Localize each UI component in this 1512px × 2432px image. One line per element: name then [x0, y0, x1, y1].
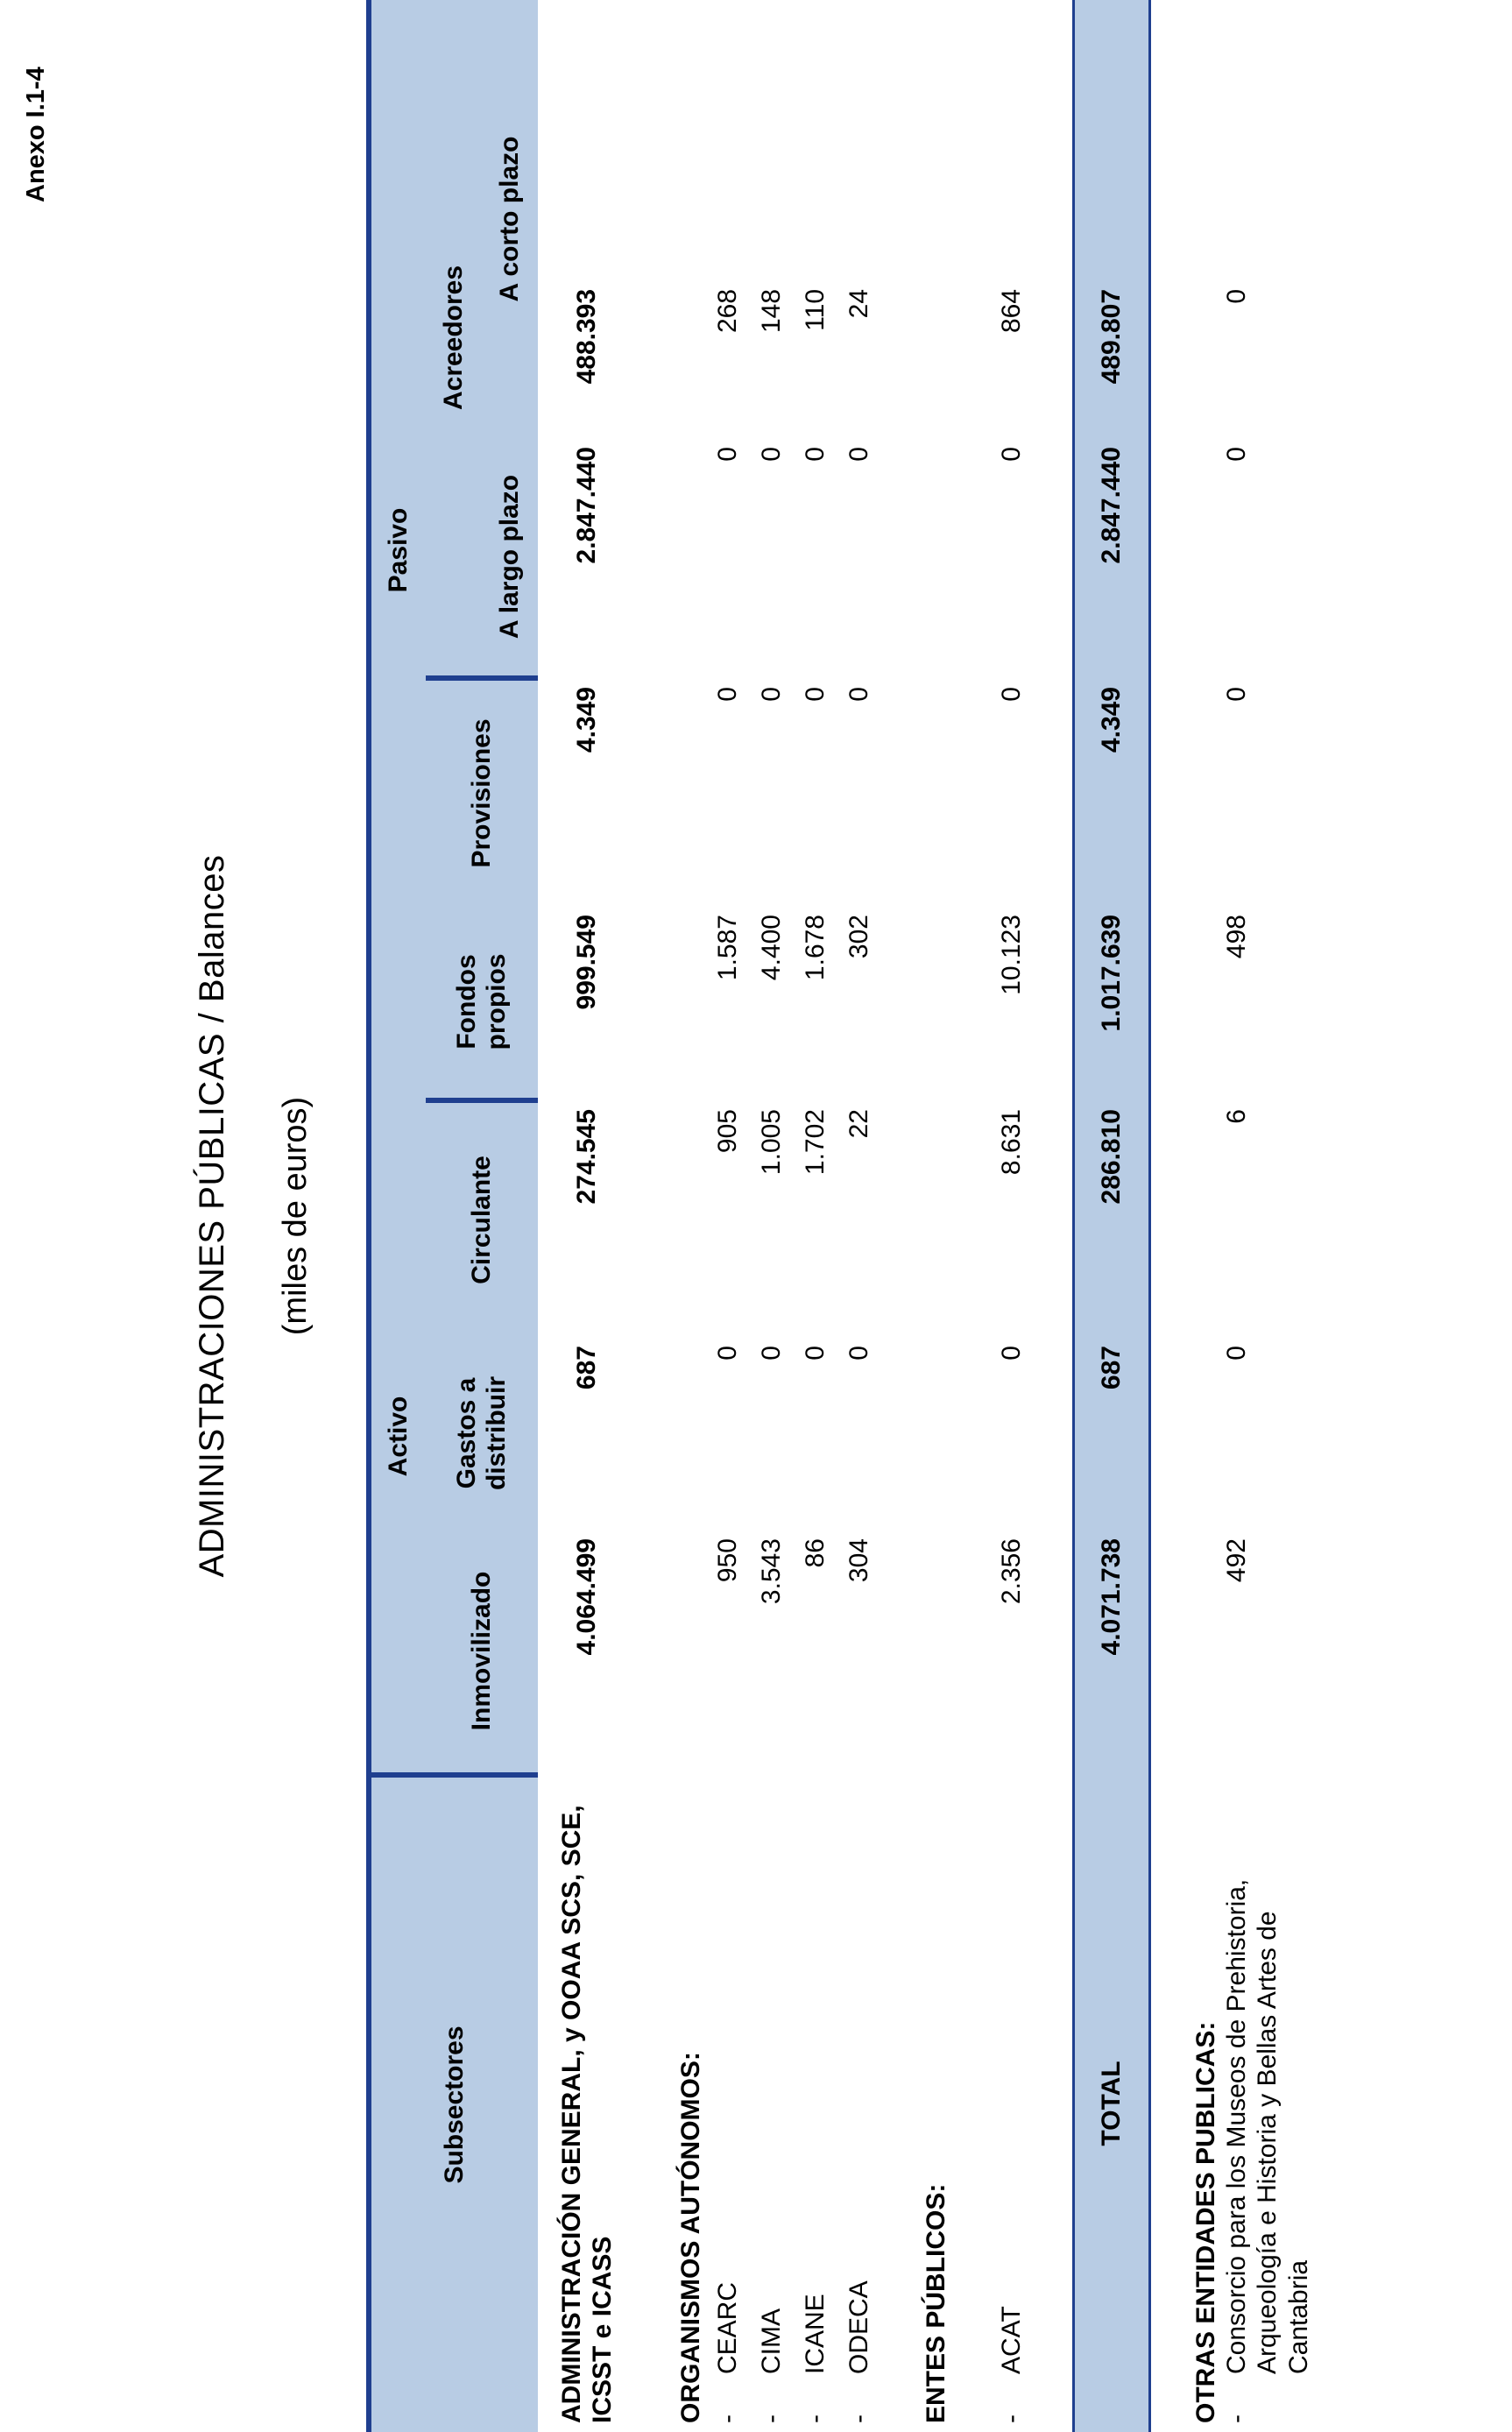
- cell-corto: 0: [1222, 288, 1251, 304]
- cell-inmovilizado: 950: [713, 1538, 742, 1583]
- row-label: Consorcio para los Museos de Prehistoria, Arqueología e Historia y Bellas Artes de Cantabria: [1222, 1878, 1313, 2374]
- row-dash: -: [997, 2414, 1026, 2423]
- row-label: ICANE: [801, 2294, 830, 2374]
- row-dash: -: [713, 2414, 742, 2423]
- table-row: [706, 0, 750, 2432]
- row-label: CEARC: [713, 2281, 742, 2374]
- cell-corto: 110: [801, 288, 830, 331]
- cell-gastos: 687: [1074, 1337, 1150, 1530]
- cell-inmovilizado: 304: [844, 1538, 873, 1583]
- cell-circulante: 8.631: [997, 1109, 1026, 1176]
- cell-fondos: 999.549: [572, 915, 601, 1010]
- cell-inmovilizado: 86: [801, 1538, 830, 1568]
- cell-gastos: 0: [997, 1346, 1026, 1361]
- cell-largo: 0: [844, 447, 873, 462]
- table-row-administracion-general: [538, 0, 636, 2432]
- cell-gastos: 0: [844, 1346, 873, 1361]
- cell-inmovilizado: 2.356: [997, 1538, 1026, 1605]
- cell-gastos: 0: [1222, 1346, 1251, 1361]
- table-row-total: [1074, 0, 1150, 2432]
- cell-inmovilizado: 4.071.738: [1074, 1530, 1150, 1775]
- row-dash: -: [801, 2414, 830, 2423]
- cell-largo: 0: [757, 447, 786, 462]
- cell-fondos: 4.400: [757, 915, 786, 981]
- cell-provisiones: 0: [844, 687, 873, 702]
- cell-circulante: 1.005: [757, 1109, 786, 1176]
- cell-provisiones: 4.349: [572, 687, 601, 753]
- cell-largo: 0: [1222, 447, 1251, 462]
- cell-circulante: 1.702: [801, 1109, 830, 1176]
- cell-provisiones: 0: [757, 687, 786, 702]
- section-header-otras: [1150, 0, 1222, 2432]
- balance-table: [366, 0, 1314, 2432]
- cell-fondos: 1.678: [801, 915, 830, 981]
- cell-provisiones: 4.349: [1074, 678, 1150, 906]
- row-label: ACAT: [997, 2306, 1026, 2374]
- cell-fondos: 302: [844, 915, 873, 959]
- cell-largo: 0: [997, 447, 1026, 462]
- cell-provisiones: 0: [801, 687, 830, 702]
- row-dash: -: [844, 2414, 873, 2423]
- cell-corto: 268: [713, 288, 742, 334]
- cell-corto: 864: [997, 288, 1026, 334]
- cell-circulante: 6: [1222, 1109, 1251, 1124]
- cell-gastos: 687: [572, 1346, 601, 1390]
- cell-gastos: 0: [713, 1346, 742, 1361]
- section-header-entes: [881, 0, 951, 2432]
- header-circulante: Circulante: [426, 1100, 538, 1337]
- row-label: ODECA: [844, 2280, 873, 2374]
- cell-corto: 24: [844, 288, 873, 319]
- table-row: [837, 0, 881, 2432]
- cell-largo: 2.847.440: [572, 447, 601, 564]
- section-title: ENTES PÚBLICOS:: [922, 2183, 950, 2423]
- header-largo-plazo: A largo plazo: [482, 438, 538, 678]
- cell-inmovilizado: 3.543: [757, 1538, 786, 1605]
- cell-circulante: 905: [713, 1109, 742, 1154]
- header-pasivo: Pasivo: [369, 0, 426, 1100]
- annex-label: Anexo I.1-4: [22, 67, 50, 202]
- header-activo: Activo: [369, 1100, 426, 1775]
- section-title: OTRAS ENTIDADES PUBLICAS:: [1191, 2021, 1220, 2423]
- row-label: TOTAL: [1074, 1775, 1150, 2432]
- table-row: [1221, 0, 1314, 2432]
- header-fondos-propios: Fondos propios: [426, 906, 538, 1100]
- header-gastos-distribuir: Gastos a distribuir: [426, 1337, 538, 1530]
- cell-circulante: 22: [844, 1109, 873, 1139]
- header-provisiones: Provisiones: [426, 678, 538, 906]
- cell-circulante: 274.545: [572, 1109, 601, 1205]
- header-corto-plazo: A corto plazo: [482, 0, 538, 438]
- section-header-organismos: [636, 0, 706, 2432]
- cell-fondos: 498: [1222, 915, 1251, 959]
- cell-gastos: 0: [801, 1346, 830, 1361]
- page-subtitle: (miles de euros): [277, 1096, 314, 1336]
- page-title: ADMINISTRACIONES PÚBLICAS / Balances: [193, 854, 231, 1578]
- row-label: CIMA: [757, 2308, 786, 2374]
- row-label: ADMINISTRACIÓN GENERAL, y OOAA SCS, SCE, ICSST e ICASS: [556, 1805, 617, 2423]
- cell-corto: 489.807: [1074, 0, 1150, 438]
- section-title: ORGANISMOS AUTÓNOMOS:: [676, 2052, 705, 2423]
- cell-fondos: 1.017.639: [1074, 906, 1150, 1100]
- cell-gastos: 0: [757, 1346, 786, 1361]
- cell-largo: 2.847.440: [1074, 438, 1150, 678]
- cell-inmovilizado: 492: [1222, 1538, 1251, 1583]
- cell-inmovilizado: 4.064.499: [572, 1538, 601, 1656]
- cell-largo: 0: [713, 447, 742, 462]
- table-row: [990, 0, 1034, 2432]
- cell-provisiones: 0: [713, 687, 742, 702]
- header-inmovilizado: Inmovilizado: [426, 1530, 538, 1775]
- table-row: [794, 0, 837, 2432]
- cell-corto: 148: [757, 288, 786, 334]
- row-dash: -: [1222, 2414, 1251, 2423]
- cell-largo: 0: [801, 447, 830, 462]
- cell-fondos: 1.587: [713, 915, 742, 981]
- cell-provisiones: 0: [997, 687, 1026, 702]
- header-subsectores: Subsectores: [369, 1775, 538, 2432]
- cell-provisiones: 0: [1222, 687, 1251, 702]
- cell-fondos: 10.123: [997, 915, 1026, 995]
- cell-corto: 488.393: [572, 288, 601, 385]
- header-acreedores: Acreedores: [426, 0, 482, 678]
- row-dash: -: [757, 2414, 786, 2423]
- table-row: [750, 0, 794, 2432]
- cell-circulante: 286.810: [1074, 1100, 1150, 1337]
